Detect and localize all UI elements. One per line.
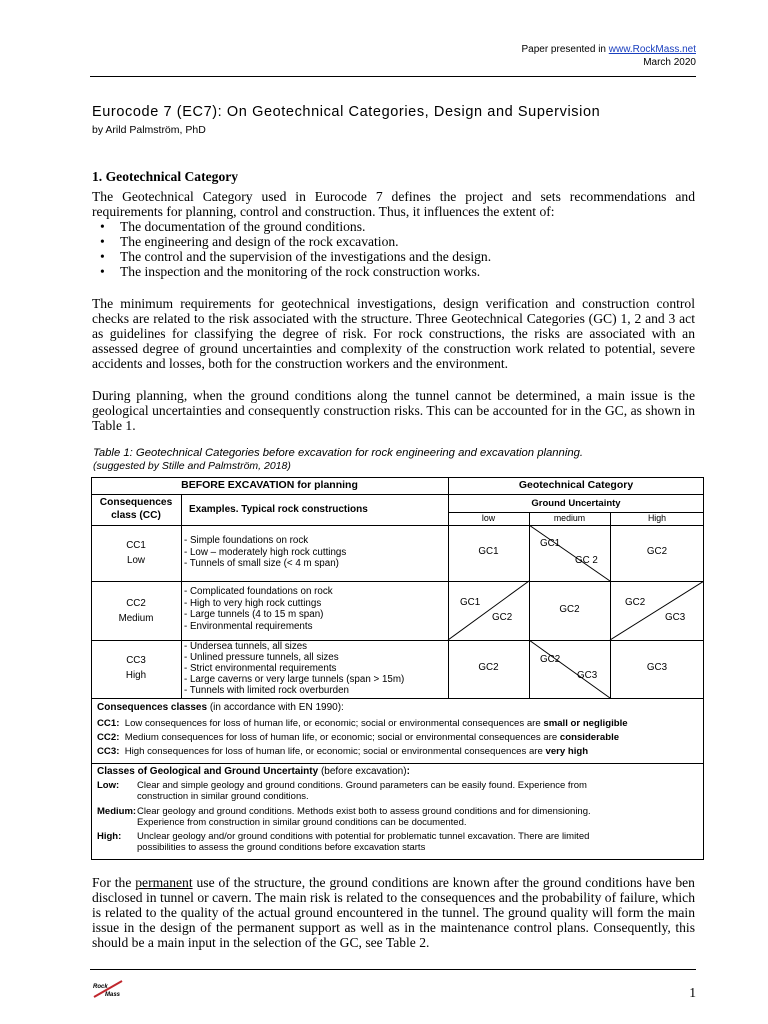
bullet-list	[100, 219, 491, 279]
paragraph-permanent: For the permanent use of the structure, the ground conditions are known after the ground conditions have ben disclosed in tunnel or cavern. The main risk is related to the consequences and the probability of failure, which is related to the quality of the actual ground encountered in the tunnel. The ground quality will form the main issue in the design of the permanent support as well as in the maintenance control plans. Consequently, this should be a main input in the selection of the GC, see Table 2.	[92, 875, 695, 950]
list-item: • The documentation of the ground conditions.	[100, 219, 366, 234]
paragraph-risk: The minimum requirements for geotechnical investigations, design verification and construction control checks are related to the risk associated with the structure. Three Geotechnical Categories (GC) 1, 2 and 3 act as guidelines for classifying the degree of risk. For rock constructions, the risks are associated with an assessed degree of ground uncertainties and complexity of the construction work related to potential, severe accidents and losses, both for the construction workers and the environment.	[92, 296, 695, 371]
cc2-gc-low-a: GC1	[460, 597, 481, 608]
paragraph-planning: During planning, when the ground conditions along the tunnel cannot be determined, a main issue is the geological uncertainties and consequently construction risks. This can be accounted for in the GC, as shown in Table 1.	[92, 388, 695, 433]
table-head-before-excavation: BEFORE EXCAVATION for planning	[181, 479, 358, 491]
author-line: by Arild Palmström, PhD	[92, 124, 206, 136]
uncertainty-title: Classes of Geological and Ground Uncertainty (before excavation):	[97, 766, 410, 777]
cc3-examples: - Undersea tunnels, all sizes - Unlined pressure tunnels, all sizes - Strict environmental requirements - Large caverns or very large tunnels (span > 15m) - Tunnels with limited rock overburden	[184, 641, 405, 696]
table-caption-sub: (suggested by Stille and Palmström, 2018)	[93, 460, 291, 472]
list-item: CC2: Medium consequences for loss of human life, or economic; social or environmental consequences are considerable	[97, 732, 620, 743]
document-title: Eurocode 7 (EC7): On Geotechnical Categories, Design and Supervision	[92, 104, 601, 120]
cc3-gc-high: GC3	[646, 662, 668, 673]
cc3-gc-medium-b: GC3	[577, 670, 598, 681]
cc2-gc-high-b: GC3	[665, 612, 686, 623]
cc2-label: CC2 Medium	[118, 598, 154, 624]
cc2-examples: - Complicated foundations on rock - High to very high rock cuttings - Large tunnels (4 to 15 m span) - Environmental requirements	[184, 586, 333, 632]
table-caption: Table 1: Geotechnical Categories before excavation for rock engineering and excavation planning. (suggested by Stille and Palmström, 2018)	[93, 447, 584, 472]
page-header	[521, 43, 696, 69]
cc3-gc-medium-a: GC2	[540, 654, 561, 665]
cc1-label: CC1 Low	[126, 540, 146, 566]
cc2-gc-high-a: GC2	[625, 597, 646, 608]
column-consequences-class: Consequences class (CC)	[99, 497, 173, 521]
cc3-label: CC3 High	[125, 655, 147, 681]
uncertainty-low: low	[481, 513, 496, 523]
column-ground-uncertainty: Ground Uncertainty	[531, 498, 621, 509]
permanent-underlined: permanent	[135, 875, 193, 890]
consequences-title: Consequences classes (in accordance with EN 1990):	[97, 702, 344, 713]
uncertainty-medium-def: Medium:Clear geology and ground conditions. Methods exist both to assess ground conditions and for dimensioning. Experience from construction in similar ground conditions can be documented.	[97, 806, 591, 828]
svg-text:Rock: Rock	[93, 984, 108, 990]
list-item: • The inspection and the monitoring of the rock construction works.	[100, 264, 481, 279]
cc1-gc-medium-b: GC 2	[575, 555, 598, 566]
cc1-gc-medium-a: GC1	[540, 538, 561, 549]
cc2-gc-medium: GC2	[559, 604, 580, 615]
presented-prefix: Paper presented in	[521, 44, 609, 55]
uncertainty-low-def: Low: Clear and simple geology and ground conditions. Ground parameters can be easily found. Experience from construction in similar ground conditions.	[97, 780, 587, 802]
geotechnical-category-table	[91, 477, 704, 860]
consequences-list	[97, 717, 628, 759]
table-head-geotechnical-category: Geotechnical Category	[518, 479, 634, 491]
uncertainty-high-def: High: Unclear geology and/or ground conditions with potential for problematic tunnel excavation. There are limited possibilities to assess the ground conditions before excavation starts	[97, 831, 590, 853]
cc1-examples: - Simple foundations on rock - Low – moderately high rock cuttings - Tunnels of small size (< 4 m span)	[184, 535, 347, 569]
header-rule	[90, 76, 696, 77]
list-item: • The control and the supervision of the investigations and the design.	[100, 249, 492, 264]
list-item: CC3: High consequences for loss of human life, or economic; social or environmental consequences are very high	[97, 746, 589, 757]
cc2-gc-low-b: GC2	[492, 612, 513, 623]
list-item: CC1: Low consequences for loss of human life, or economic; social or environmental consequences are small or negligible	[97, 718, 628, 729]
section-heading: 1. Geotechnical Category	[92, 169, 239, 184]
uncertainty-medium: medium	[553, 513, 586, 523]
cc3-gc-low: GC2	[478, 662, 499, 673]
cc1-gc-low: GC1	[478, 546, 499, 557]
rockmass-logo	[92, 980, 126, 998]
footer-rule	[90, 969, 696, 970]
column-examples: Examples. Typical rock constructions	[189, 504, 368, 515]
page-number: 1	[689, 985, 696, 1000]
cc1-gc-high: GC2	[646, 546, 668, 557]
svg-text:Mass: Mass	[105, 992, 121, 998]
header-date: March 2020	[643, 57, 696, 68]
intro-paragraph: The Geotechnical Category used in Eurocode 7 defines the project and sets recommendations and requirements for planning, control and construction. Thus, it influences the extent of:	[92, 189, 695, 219]
list-item: • The engineering and design of the rock excavation.	[100, 234, 399, 249]
uncertainty-high: High	[647, 513, 667, 523]
rockmass-link[interactable]: www.RockMass.net	[608, 44, 696, 55]
